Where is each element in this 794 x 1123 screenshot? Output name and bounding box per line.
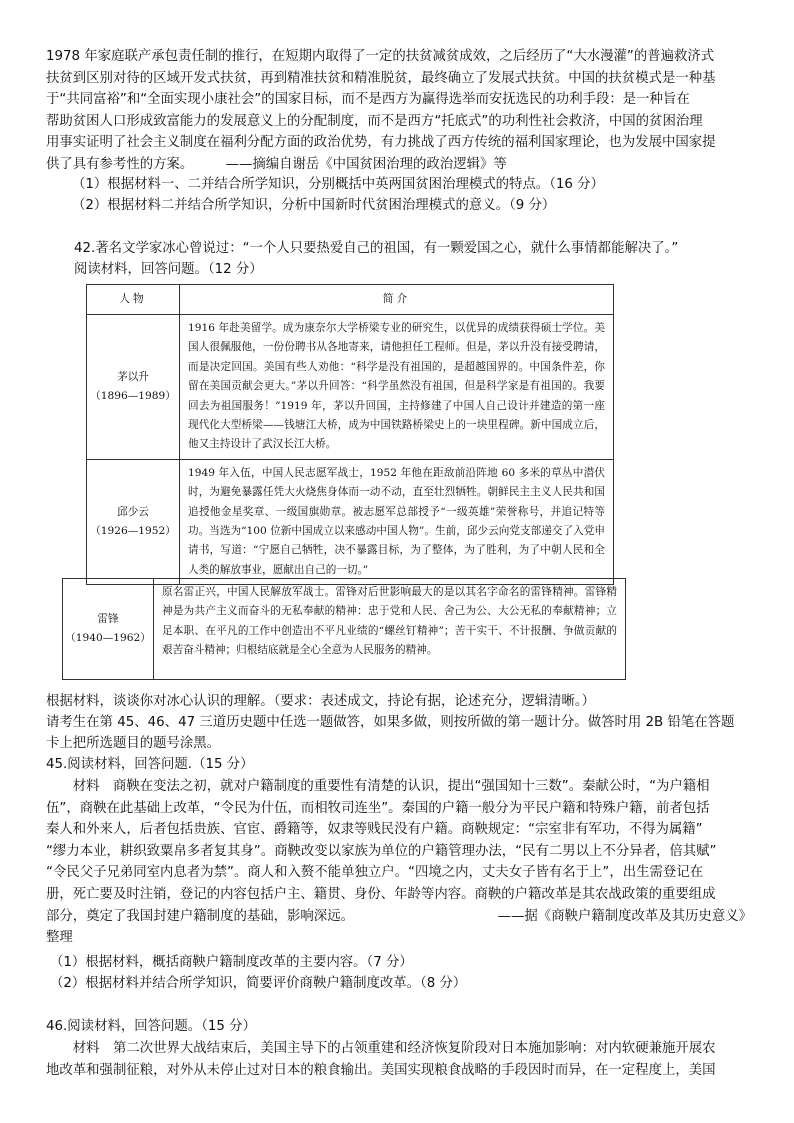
person-intro: 原名雷正兴，中国人民解放军战士。雷锋对后世影响最大的是以其名字命名的雷锋精神。雷锋精神是为共产主义而奋斗的无私奉献的精神：忠于党和人民、舍己为公、大公无私的奉献精神；立足本职、在平凡的工作中创造出不平凡业绩的“螺丝钉精神”；苦干实干、不计报酬、争做贡献的艰苦奋斗精神；归根结底就是全心全意为人民服务的精神。	[154, 579, 626, 680]
person-cell	[87, 459, 180, 584]
q45-material	[46, 776, 752, 949]
q45-title: 45.阅读材料，回答问题.（15 分）	[46, 757, 254, 772]
material-line: 册，死亡要及时注销，登记的内容包括户主、籍贯、身份、年龄等内容。商鞅的户籍改革是其农战政策的重要组成	[46, 886, 716, 902]
person-intro: 1949 年入伍，中国人民志愿军战士，1952 年他在距敌前沿阵地 60 多米的草丛中潜伏时，为避免暴露任凭大火烧焦身体而一动不动，直至壮烈牺牲。朝鲜民主主义人民共和国追授他金星奖章、一级国旗勋章。被志愿军总部授予“一级英雄”荣誉称号，并追记特等功。当选为“100 位新中国成立以来感动中国人物”。生前，邱少云向党支部递交了入党申请书，写道：“宁愿自己牺牲，决不暴露目标，为了整体，为了胜利，为了中朝人民和全人类的解放事业，愿献出自己的一切。”	[180, 459, 614, 584]
passage-line: 于“共同富裕”和“全面实现小康社会”的国家目标，而不是西方为赢得选举而安抚选民的功利手段：是一种旨在	[46, 92, 690, 108]
passage-line: 帮助贫困人口形成致富能力的发展意义上的分配制度，而不是西方“托底式”的功利性社会救济，中国的贫困治理	[46, 113, 703, 129]
passage-source: ——摘编自谢岳《中国贫困治理的政治逻辑》等	[225, 156, 507, 172]
material-line: 材料 第二次世界大战结束后，美国主导下的占领重建和经济恢复阶段对日本施加影响：对内软硬兼施开展农	[72, 1041, 716, 1056]
passage-line: 扶贫到区别对待的区域开发式扶贫，再到精准扶贫和精准脱贫，最终确立了发展式扶贫。中国的扶贫模式是一种基	[46, 70, 716, 86]
header-intro: 简介	[180, 285, 614, 315]
table-row	[87, 459, 614, 584]
passage-line: 1978 年家庭联产承包责任制的推行，在短期内取得了一定的扶贫减贫成效，之后经历了“大水漫灌”的普遍救济式	[46, 49, 715, 64]
q42-stem: 42.著名文学家冰心曾说过：“一个人只要热爱自己的祖国，有一颗爱国之心，就什么事情都能解决了。”	[74, 241, 679, 256]
person-name: 邱少云	[117, 505, 149, 518]
person-name: 茅以升	[117, 370, 149, 383]
material-line: 秦人和外来人，后者包括贵族、官宦、爵籍等，奴隶等贱民没有户籍。商鞅规定：“宗室非有军功，不得为属籍”	[46, 822, 703, 838]
q46-title: 46.阅读材料，回答问题。（15 分）	[46, 1019, 256, 1034]
material-line: 地改革和强制征粮，对外从未停止过对日本的粮食输出。美国实现粮食战略的手段因时而异，在一定程度上，美国	[46, 1062, 716, 1078]
material-source-tail: 整理	[46, 930, 73, 946]
person-years: （1926—1952）	[90, 525, 176, 538]
passage-line: 用事实证明了社会主义制度在福利分配方面的政治优势，有力挑战了西方传统的福利国家理论，也为发展中国家提	[46, 135, 716, 151]
person-cell	[63, 579, 154, 680]
material-line: “令民父子兄弟同室内息者为禁”。商人和入赘不能单独立户。“四境之内，丈夫女子皆有名于上”，出生需登记在	[46, 865, 704, 881]
table-row	[63, 579, 626, 680]
passage-last-line: 供了具有参考性的方案。	[46, 156, 194, 172]
material-line: 伍”，商鞅在此基础上改革，“令民为什伍，而相牧司连坐”。秦国的户籍一般分为平民户籍和特殊户籍，前者包括	[46, 800, 710, 816]
q45-sub2: （2）根据材料并结合所学知识，简要评价商鞅户籍制度改革。（8 分）	[50, 976, 467, 991]
choice-notice-line1: 请考生在第 45、46、47 三道历史题中任选一题做答，如果多做，则按所做的第一题计分。做答时用 2B 铅笔在答题	[46, 715, 735, 730]
material-line	[46, 906, 752, 928]
material-line: 材料 商鞅在变法之初，就对户籍制度的重要性有清楚的认识，提出“强国知十三数”。秦献公时，“为户籍相	[72, 779, 710, 794]
top-passage	[46, 46, 752, 176]
person-cell	[87, 315, 180, 460]
q41-sub1: （1）根据材料一、二并结合所学知识，分别概括中英两国贫困治理模式的特点。（16 分）	[72, 177, 604, 192]
person-name: 雷锋	[97, 612, 119, 625]
q46-material	[46, 1038, 752, 1081]
passage-line	[46, 154, 752, 176]
bio-table-main	[86, 284, 614, 585]
person-intro: 1916 年赴美留学。成为康奈尔大学桥梁专业的研究生，以优异的成绩获得硕士学位。美国人很佩服他，一份份聘书从各地寄来，请他担任工程师。但是，茅以升没有接受聘请，而是决定回国。美国有些人劝他：“科学是没有祖国的，是超越国界的。中国条件差，你留在美国贡献会更大。”茅以升回答：“科学虽然没有祖国，但是科学家是有祖国的。我要回去为祖国服务！”1919 年，茅以升回国，主持修建了中国人自己设计并建造的第一座现代化大型桥梁——钱塘江大桥，成为中国铁路桥梁史上的一块里程碑。新中国成立后，他又主持设计了武汉长江大桥。	[180, 315, 614, 460]
material-source: ——据《商鞅户籍制度改革及其历史意义》	[497, 908, 752, 924]
q41-sub2: （2）根据材料二并结合所学知识，分析中国新时代贫困治理模式的意义。（9 分）	[72, 198, 556, 213]
q45-sub1: （1）根据材料，概括商鞅户籍制度改革的主要内容。（7 分）	[50, 955, 413, 970]
bio-table-leifeng	[62, 578, 626, 680]
choice-notice-line2: 卡上把所选题目的题号涂黑。	[46, 736, 221, 751]
q42-task: 根据材料，谈谈你对冰心认识的理解。（要求：表述成文，持论有据，论述充分，逻辑清晰。）	[46, 694, 596, 709]
table-row	[87, 315, 614, 460]
q42-instruction: 阅读材料，回答问题。（12 分）	[74, 262, 263, 277]
material-last-line: 部分，奠定了我国封建户籍制度的基础，影响深远。	[46, 908, 354, 924]
person-years: （1896—1989）	[90, 389, 176, 402]
table-header-row	[87, 285, 614, 315]
header-person: 人物	[87, 285, 180, 315]
person-years: （1940—1962）	[65, 632, 151, 644]
material-line: “缪力本业，耕织致粟帛多者复其身”。商鞅改变以家族为单位的户籍管理办法，“民有二男以上不分异者，倍其赋”	[46, 843, 717, 859]
